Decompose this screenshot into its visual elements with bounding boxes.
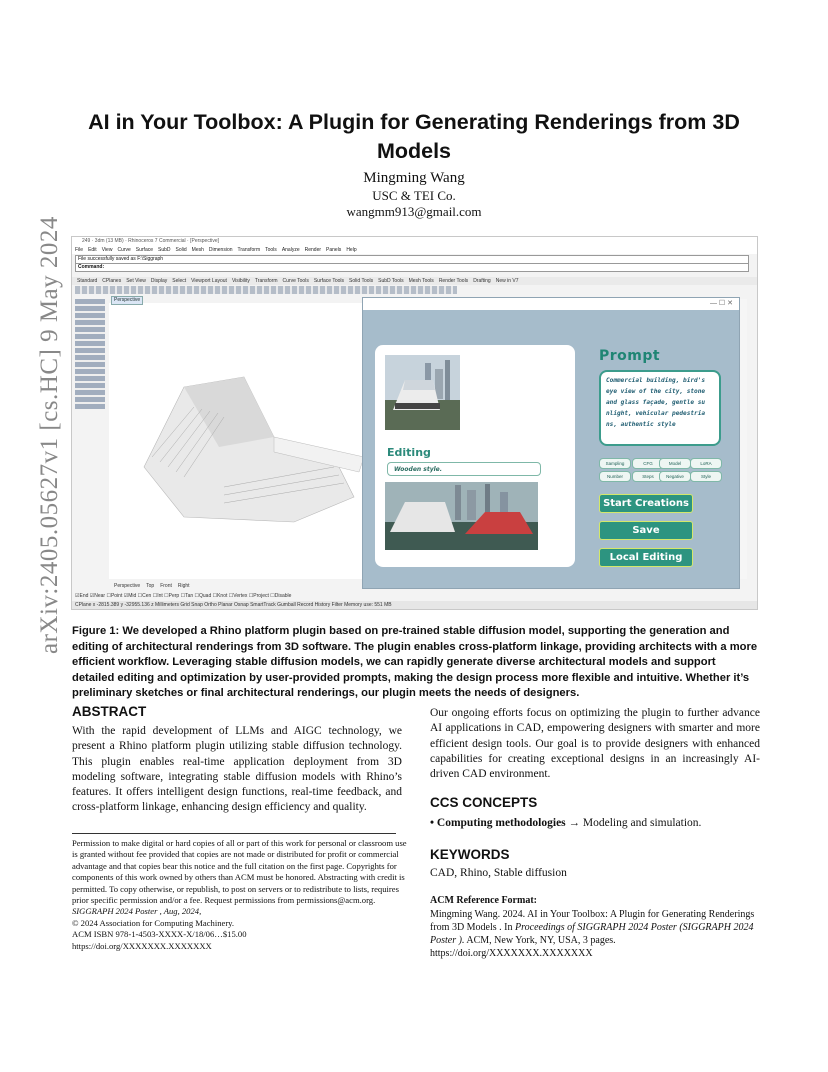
acm-ref-heading: ACM Reference Format: [430, 895, 537, 906]
toolbar-tabs [72, 277, 757, 285]
menu-item-5[interactable]: SubD [158, 247, 171, 253]
plugin-titlebar [363, 298, 739, 310]
menu-item-7[interactable]: Mesh [191, 247, 204, 253]
edited-render-image [385, 482, 538, 550]
toolbar-tab-13[interactable]: Render Tools [438, 278, 469, 284]
menu-item-14[interactable]: Help [346, 247, 357, 253]
toolbar-tab-8[interactable]: Curve Tools [282, 278, 309, 284]
ref-part-a: Mingming Wang. 2024. AI in Your Toolbox: A Plugin for Generating Renderings from 3D Models . In [430, 909, 755, 933]
menu-item-2[interactable]: View [101, 247, 113, 253]
start-creations-button[interactable]: Start Creations [599, 494, 693, 513]
menu-item-12[interactable]: Render [304, 247, 322, 253]
command-input[interactable]: Command: [75, 263, 749, 272]
chip-steps[interactable]: Steps [632, 471, 664, 482]
building-model-render [124, 347, 364, 547]
right-paragraph: Our ongoing efforts focus on optimizing the plugin to further advance AI applications in CAD, empowering designers with smarter and more efficient design tools. Our goal is to provide designers with enhanced capabilities for creating exceptional designs in an increasingly AI-driven CAD environment. [430, 707, 760, 781]
status-bar: CPlane x -2815.389 y -32955.136 z Millimeters Grid Snap Ortho Planar Osnap SmartTrack Gumball Record History Filter Memory use: 551 MB [72, 601, 757, 609]
footnote-rule [72, 833, 396, 834]
menu-item-13[interactable]: Panels [326, 247, 342, 253]
viewport-tabs[interactable] [114, 583, 196, 589]
chip-style[interactable]: Style [690, 471, 722, 482]
permission-notice: Permission to make digital or hard copies of all or part of this work for personal or classroom use is granted without fee provided that copies are not made or distributed for profit or commercial advantage and that copies bear this notice and the full citation on the first page. Copyrights for components of this work owned by others than ACM must be honored. Abstracting with credit is permitted. To copy otherwise, or republish, to post on servers or to redistribute to lists, requires prior specific permission and/or a fee. Request permissions from permissions@acm.org. [72, 838, 407, 906]
toolbar-tab-9[interactable]: Surface Tools [313, 278, 345, 284]
menu-item-3[interactable]: Curve [117, 247, 131, 253]
menu-item-6[interactable]: Solid [175, 247, 187, 253]
keywords-heading: KEYWORDS [430, 847, 510, 862]
menu-item-1[interactable]: Edit [88, 247, 97, 253]
chip-model[interactable]: Model [659, 458, 691, 469]
author-name: Mingming Wang [363, 170, 465, 186]
prompt-textbox[interactable]: Commercial building, bird's eye view of the city, stone and glass façade, gentle su nlight, vehicular pedestria ns, authentic style [599, 370, 721, 446]
chip-cfg[interactable]: CFG [632, 458, 664, 469]
paper-title: AI in Your Toolbox: A Plugin for Generating Renderings from 3D Models [88, 110, 740, 163]
toolbar-tab-6[interactable]: Visibility [231, 278, 250, 284]
toolbar-tab-12[interactable]: Mesh Tools [408, 278, 434, 284]
toolbar-tab-5[interactable]: Viewport Layout [191, 278, 227, 284]
menu-item-9[interactable]: Transform [237, 247, 261, 253]
figure-screenshot [71, 236, 758, 610]
editing-title: Editing [387, 446, 431, 459]
menu-item-8[interactable]: Dimension [208, 247, 233, 253]
toolbar-tab-1[interactable]: CPlanes [102, 278, 122, 284]
keywords: CAD, Rhino, Stable diffusion [430, 867, 567, 879]
menu-item-10[interactable]: Tools [265, 247, 277, 253]
generated-render-image [385, 355, 460, 430]
window-controls[interactable]: — ☐ ✕ [709, 300, 733, 307]
acm-reference [430, 908, 760, 960]
viewport-tab-0[interactable]: Perspective [114, 583, 141, 589]
doi-link[interactable]: https://doi.org/XXXXXXX.XXXXXXX [72, 940, 212, 951]
plugin-window [362, 297, 740, 589]
prompt-title: Prompt [599, 348, 661, 364]
chip-number[interactable]: Number [599, 471, 631, 482]
ref-part-italic: Proceedings of SIGGRAPH 2024 Poster (SIGGRAPH 2024 Poster ). [430, 922, 754, 946]
venue: SIGGRAPH 2024 Poster , Aug, 2024, [72, 906, 202, 917]
menu-item-0[interactable]: File [75, 247, 84, 253]
toolbar-tab-3[interactable]: Display [150, 278, 168, 284]
toolbar-tab-0[interactable]: Standard [77, 278, 98, 284]
chip-sampling[interactable]: Sampling [599, 458, 631, 469]
abstract-text: With the rapid development of LLMs and AIGC technology, we present a Rhino platform plugin utilizing stable diffusion technology. This plugin enables real-time application deployment from 3D modeling software, integrating stable diffusion models with Rhino’s features. It offers intelligent design functions, real-time feedback, and cross-platform linkage, enhancing design efficiency and quality. [72, 725, 402, 814]
save-button[interactable]: Save [599, 521, 693, 540]
app-titlebar: 249 · 3dm (13 MB) · Rhinoceros 7 Commercial · [Perspective] [72, 237, 757, 246]
toolbar-tab-7[interactable]: Transform [254, 278, 278, 284]
viewport-tab-1[interactable]: Top [146, 583, 155, 589]
toolbar-tab-10[interactable]: Solid Tools [349, 278, 374, 284]
viewport-tab-3[interactable]: Right [177, 583, 190, 589]
menu-item-11[interactable]: Analyze [281, 247, 300, 253]
toolbar-tab-11[interactable]: SubD Tools [378, 278, 404, 284]
footnote [72, 838, 407, 952]
toolbar-tab-14[interactable]: Drafting [473, 278, 491, 284]
figure-caption: Figure 1: We developed a Rhino platform plugin based on pre-trained stable diffusion model, supporting the generation and editing of architectural renderings from 3D software. The plugin enables cross-platform linkage, providing architects with a more efficient workflow. Leveraging stable diffusion models, we can rapidly generate diverse architectural models and support detailed editing and optimization by user-provided prompts, making the design process more flexible and intuitive. Whether it’s preliminary sketches or final architectural renderings, our plugin meets the needs of designers. [72, 625, 758, 700]
author-email: wangmm913@gmail.com [346, 204, 482, 219]
osnap-bar[interactable]: ☑End ☑Near ☐Point ☑Mid ☐Cen ☐Int ☐Perp ☐Tan ☐Quad ☐Knot ☐Vertex ☐Project ☐Disable [75, 593, 292, 599]
copyright: © 2024 Association for Computing Machinery. [72, 917, 235, 928]
ccs-heading: CCS CONCEPTS [430, 795, 538, 810]
chip-lora[interactable]: LoRA [690, 458, 722, 469]
local-editing-button[interactable]: Local Editing [599, 548, 693, 567]
ref-part-b: ACM, New York, NY, USA, 3 pages. https://doi.org/XXXXXXX.XXXXXXX [430, 935, 616, 959]
toolbar-tab-4[interactable]: Select [172, 278, 187, 284]
arxiv-stamp: arXiv:2405.05627v1 [cs.HC] 9 May 2024 [36, 216, 63, 654]
viewport-label[interactable]: Perspective [111, 296, 143, 305]
author-affiliation: USC & TEI Co. [372, 188, 456, 203]
editing-input[interactable]: Wooden style. [387, 462, 541, 476]
menu-bar [72, 246, 757, 254]
ccs-concepts [430, 816, 760, 831]
isbn: ACM ISBN 978-1-4503-XXXX-X/18/06…$15.00 [72, 929, 247, 940]
viewport-tab-2[interactable]: Front [160, 583, 172, 589]
menu-item-4[interactable]: Surface [135, 247, 154, 253]
toolbar-icons[interactable] [75, 286, 457, 294]
abstract-heading: ABSTRACT [72, 704, 147, 719]
toolbar-tab-15[interactable]: New in V7 [495, 278, 519, 284]
toolbar-tab-2[interactable]: Set View [126, 278, 146, 284]
ccs-bold: • Computing methodologies [430, 817, 566, 829]
chip-negative[interactable]: Negative [659, 471, 691, 482]
ccs-rest: → Modeling and simulation. [565, 817, 702, 829]
command-history: File successfully saved as F:\Siggraph [75, 255, 749, 264]
side-toolbar[interactable] [75, 299, 105, 409]
